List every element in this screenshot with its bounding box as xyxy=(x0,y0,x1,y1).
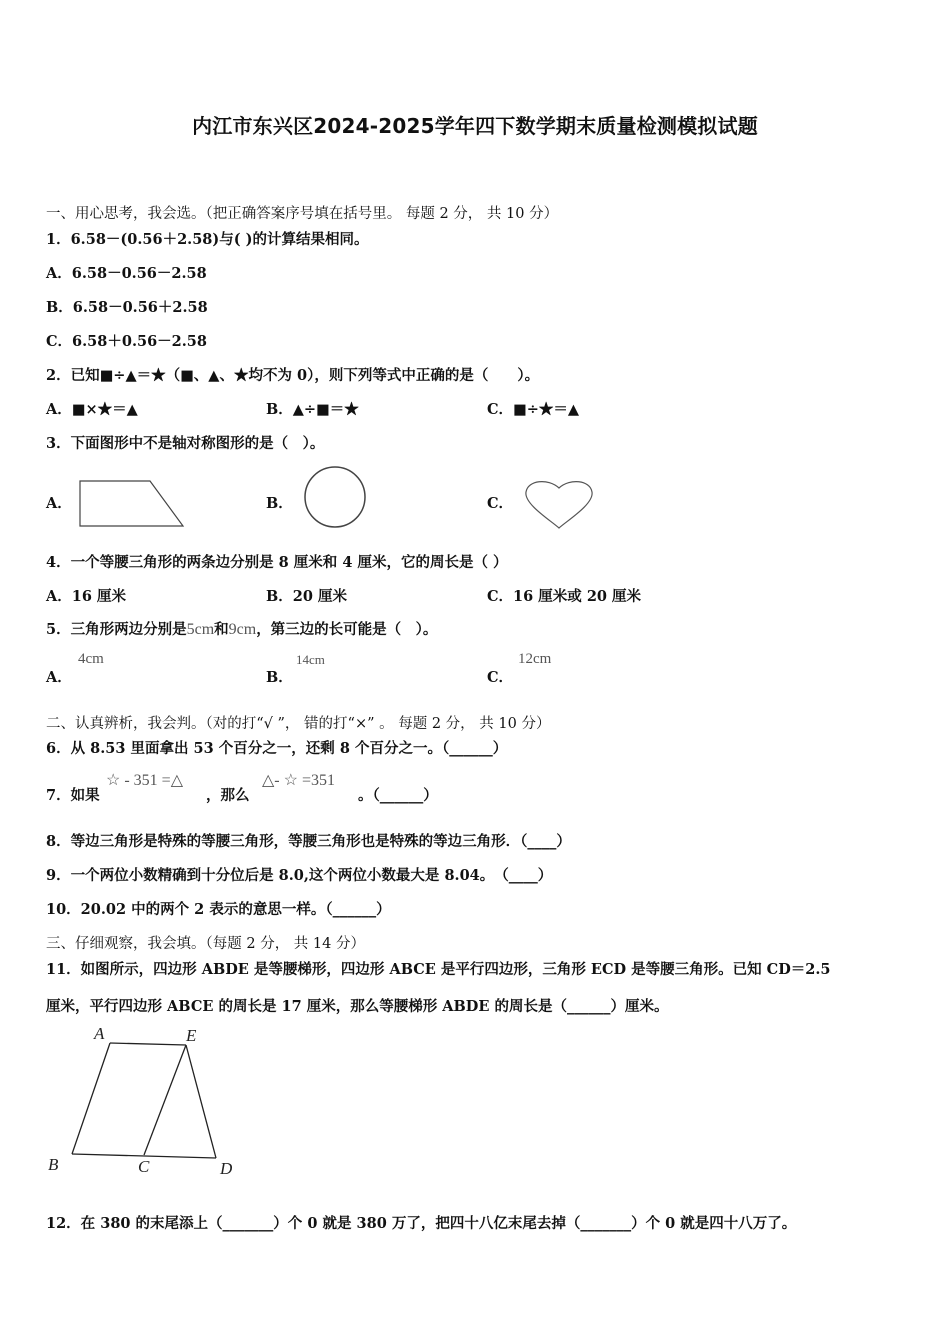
question-7-expression-2: △- ☆ =351 xyxy=(262,772,335,789)
question-6: 6．从 8.53 里面拿出 53 个百分之一，还剩 8 个百分之一。（______） xyxy=(46,740,508,757)
question-7-then: ，那么 xyxy=(206,787,250,804)
question-5-suffix: ，第三边的长可能是（ ）。 xyxy=(256,621,438,638)
trapezoid-abde-diagram xyxy=(40,1018,250,1180)
question-1-option-a[interactable]: A．6.58－0.56－2.58 xyxy=(46,265,207,282)
point-label-e: E xyxy=(186,1026,197,1045)
question-3-option-c[interactable]: C． xyxy=(487,495,514,512)
question-5-option-c[interactable]: C． xyxy=(487,669,514,686)
question-12: 12．在 380 的末尾添上（_______）个 0 就是 380 万了，把四十八亿末尾去掉（_______）个 0 就是四十八万了。 xyxy=(46,1215,797,1232)
question-9: 9．一个两位小数精确到十分位后是 8.0,这个两位小数最大是 8.04。 （____） xyxy=(46,867,553,884)
question-10: 10．20.02 中的两个 2 表示的意思一样。（______） xyxy=(46,901,391,918)
question-5-stem xyxy=(46,618,437,639)
question-5-side-2: 9cm xyxy=(228,621,257,638)
question-5-side-1: 5cm xyxy=(186,621,215,638)
question-8: 8．等边三角形是特殊的等腰三角形，等腰三角形也是特殊的等边三角形．（____） xyxy=(46,833,571,850)
question-1-option-b[interactable]: B．6.58－0.56＋2.58 xyxy=(46,299,208,316)
question-4-option-b[interactable]: B．20 厘米 xyxy=(266,588,347,605)
question-7-suffix: 。（______） xyxy=(358,787,438,804)
point-label-d: D xyxy=(220,1159,233,1178)
question-5-option-b-value: 14cm xyxy=(296,652,325,667)
heart-figure xyxy=(520,476,598,532)
point-label-b: B xyxy=(48,1155,59,1174)
question-5-option-c-value: 12cm xyxy=(518,651,552,667)
question-5-option-b[interactable]: B． xyxy=(266,669,293,686)
question-11-line-1: 11．如图所示，四边形 ABDE 是等腰梯形，四边形 ABCE 是平行四边形，三角形 ECD 是等腰三角形。已知 CD＝2.5 xyxy=(46,961,831,978)
question-1-stem: 1．6.58－(0.56＋2.58)与( )的计算结果相同。 xyxy=(46,231,369,248)
question-3-option-b[interactable]: B． xyxy=(266,495,293,512)
point-label-c: C xyxy=(138,1157,150,1176)
point-label-a: A xyxy=(94,1024,105,1043)
question-11-line-2: 厘米，平行四边形 ABCE 的周长是 17 厘米，那么等腰梯形 ABDE 的周长是（______）厘米。 xyxy=(46,998,669,1015)
question-2-option-c[interactable]: C．■÷★＝▲ xyxy=(487,401,580,418)
question-2-stem: 2．已知■÷▲＝★（■、▲、★均不为 0），则下列等式中正确的是（ ）。 xyxy=(46,367,540,384)
question-5-option-a[interactable]: A． xyxy=(46,669,72,686)
question-4-option-a[interactable]: A．16 厘米 xyxy=(46,588,126,605)
question-3-option-a[interactable]: A． xyxy=(46,495,72,512)
question-2-option-a[interactable]: A．■×★＝▲ xyxy=(46,401,138,418)
question-4-stem: 4．一个等腰三角形的两条边分别是 8 厘米和 4 厘米，它的周长是（ ） xyxy=(46,554,508,571)
question-5-and: 和 xyxy=(214,621,229,638)
section-heading-1: 一、用心思考，我会选。（把正确答案序号填在括号里。 每题 2 分， 共 10 分） xyxy=(46,206,559,222)
trapezoid-figure xyxy=(76,478,188,530)
question-1-option-c[interactable]: C．6.58＋0.56－2.58 xyxy=(46,333,207,350)
page-title: 内江市东兴区2024-2025学年四下数学期末质量检测模拟试题 xyxy=(192,114,758,138)
question-2-option-b[interactable]: B．▲÷■＝★ xyxy=(266,401,359,418)
question-4-option-c[interactable]: C．16 厘米或 20 厘米 xyxy=(487,588,642,605)
question-7-expression-1: ☆ - 351 =△ xyxy=(106,772,183,789)
question-3-stem: 3．下面图形中不是轴对称图形的是（ ）。 xyxy=(46,435,325,452)
question-7-prefix: 7．如果 xyxy=(46,787,100,804)
section-heading-3: 三、仔细观察，我会填。（每题 2 分， 共 14 分） xyxy=(46,936,365,952)
circle-figure xyxy=(300,464,370,530)
question-5-option-a-value: 4cm xyxy=(78,651,104,667)
section-heading-2: 二、认真辨析，我会判。（对的打“√ ”， 错的打“×” 。 每题 2 分， 共 10 分） xyxy=(46,716,551,732)
question-5-prefix: 5．三角形两边分别是 xyxy=(46,621,187,638)
